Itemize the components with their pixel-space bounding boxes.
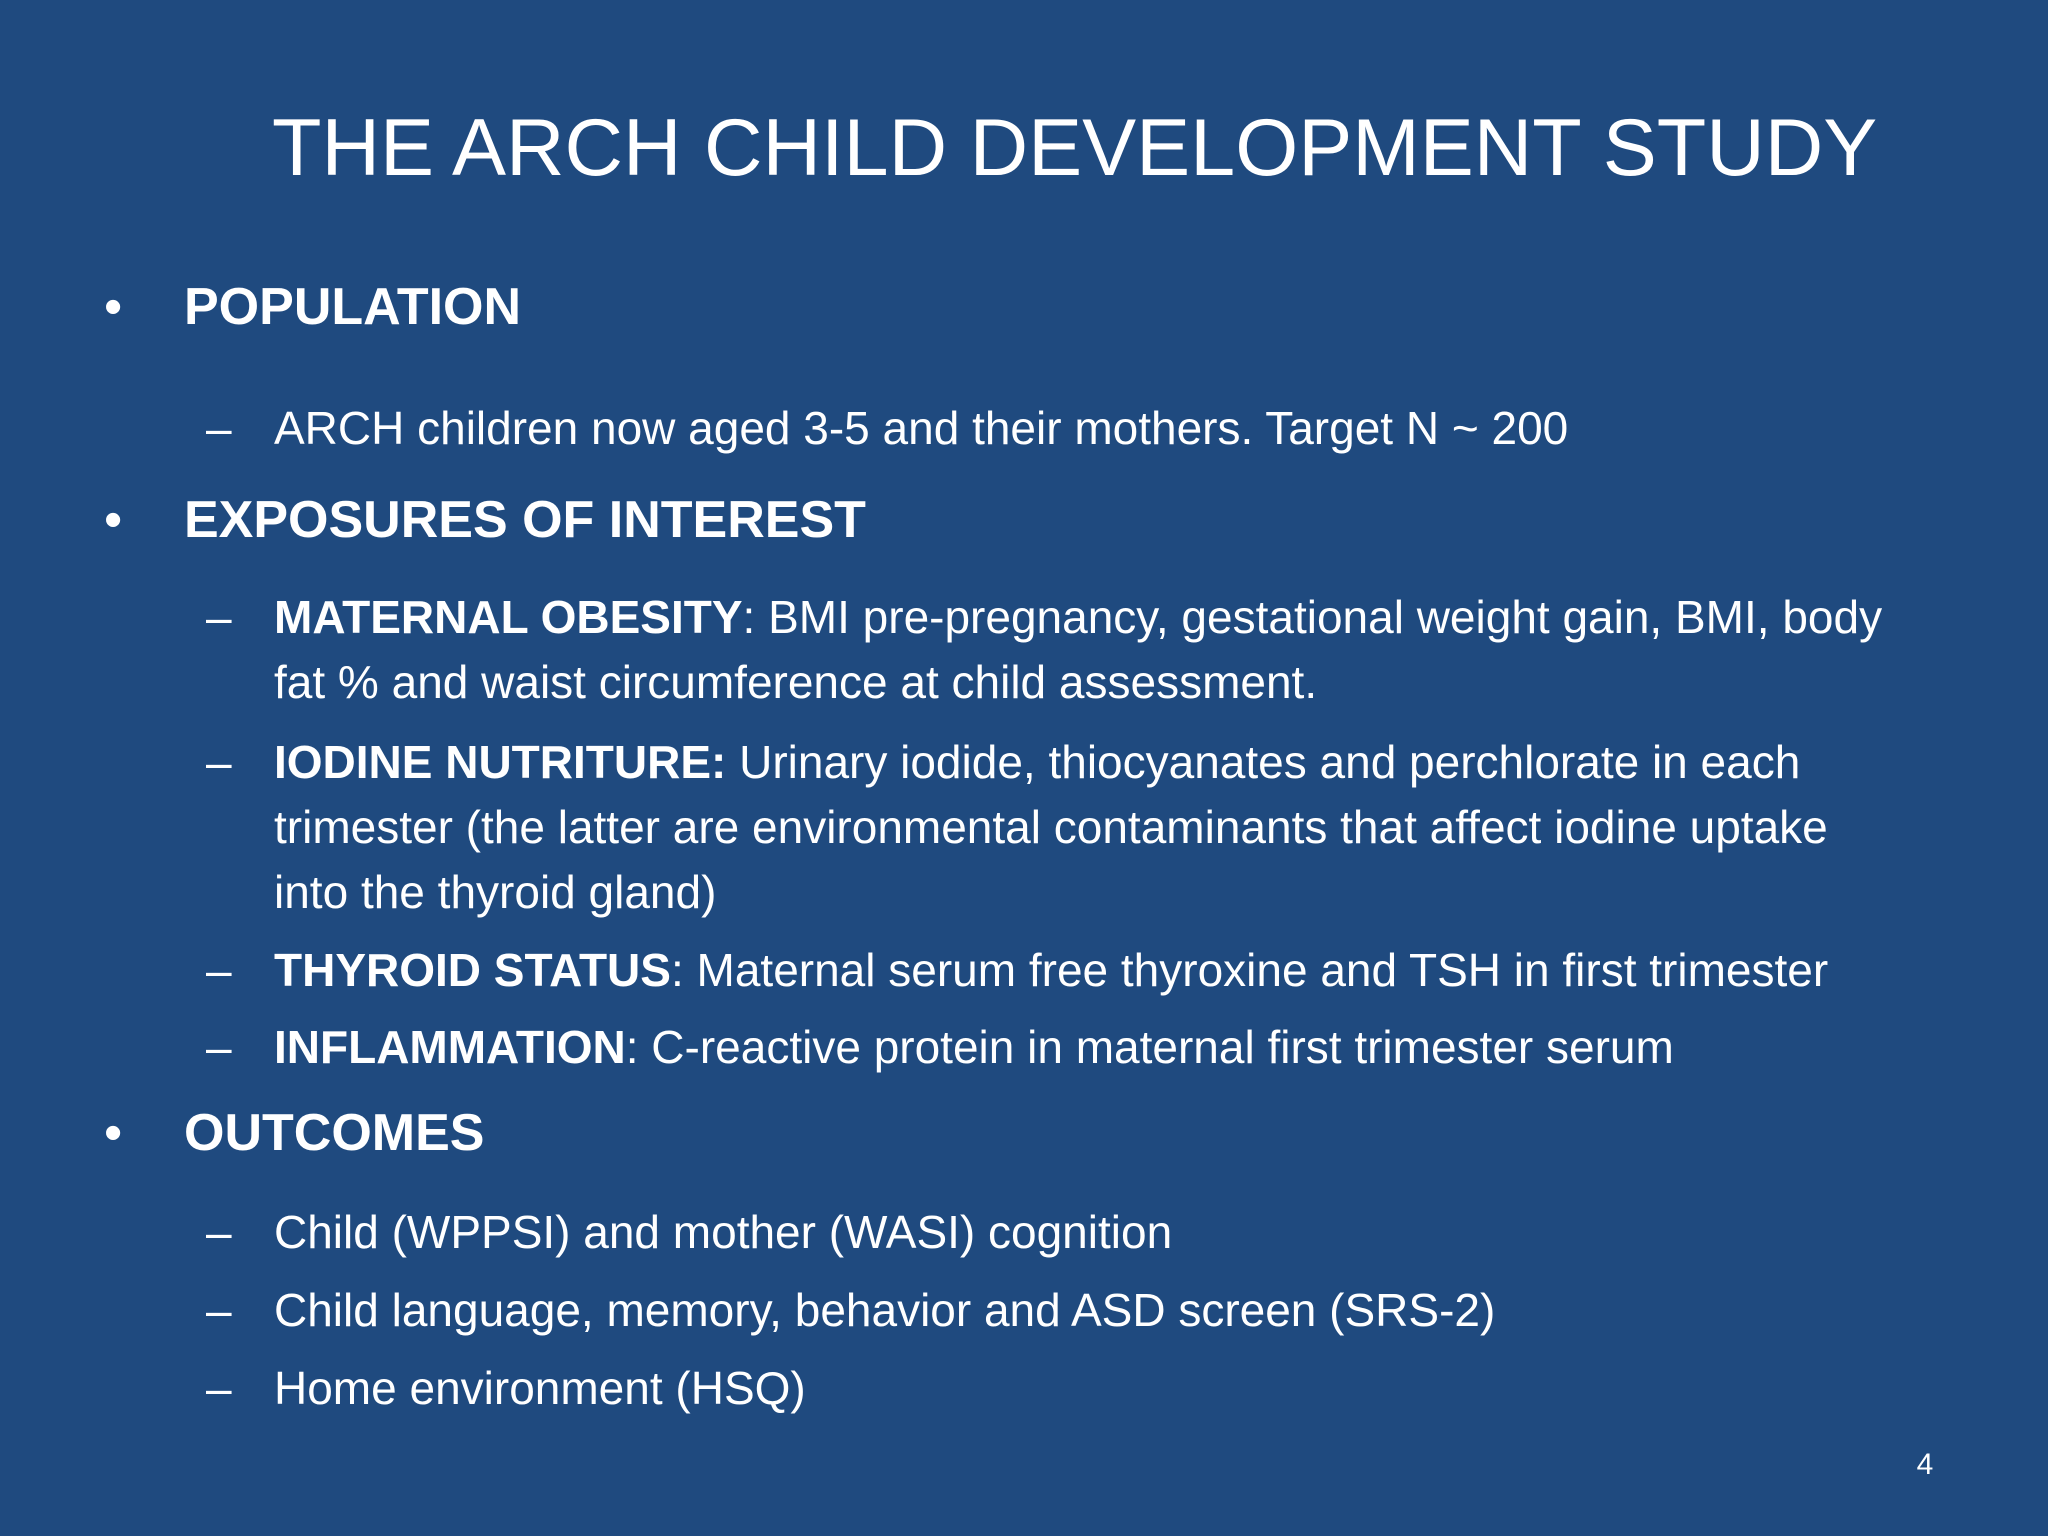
section-heading-outcomes: OUTCOMES: [184, 1104, 485, 1162]
list-item-text: [274, 396, 1914, 461]
bullet-icon: •: [104, 1104, 123, 1162]
item-bold-label: THYROID STATUS: [274, 944, 671, 996]
item-bold-label: IODINE NUTRITURE:: [274, 736, 727, 788]
slide-title: THE ARCH CHILD DEVELOPMENT STUDY: [272, 103, 1878, 193]
item-description: Home environment (HSQ): [274, 1362, 806, 1414]
item-bold-label: MATERNAL OBESITY: [274, 591, 743, 643]
list-item-text: [274, 1200, 1914, 1265]
dash-icon: –: [206, 944, 232, 996]
bullet-icon: •: [104, 491, 123, 549]
dash-icon: –: [206, 1206, 232, 1258]
dash-icon: –: [206, 736, 232, 788]
bullet-icon: •: [104, 278, 123, 336]
item-description: Child language, memory, behavior and ASD screen (SRS-2): [274, 1284, 1496, 1336]
dash-icon: –: [206, 1021, 232, 1073]
dash-icon: –: [206, 591, 232, 643]
list-item-text: [274, 730, 1914, 925]
list-item-text: [274, 1356, 1914, 1421]
list-item-text: [274, 938, 1914, 1003]
dash-icon: –: [206, 1362, 232, 1414]
list-item-text: [274, 1015, 1914, 1080]
list-item-text: [274, 585, 1914, 715]
list-item-text: [274, 1278, 1914, 1343]
section-heading-population: POPULATION: [184, 278, 522, 336]
dash-icon: –: [206, 402, 232, 454]
item-description: : Maternal serum free thyroxine and TSH in first trimester: [670, 944, 1829, 996]
section-heading-exposures: EXPOSURES OF INTEREST: [184, 491, 866, 549]
item-description: : C-reactive protein in maternal first trimester serum: [625, 1021, 1674, 1073]
dash-icon: –: [206, 1284, 232, 1336]
page-number: 4: [1916, 1448, 1934, 1481]
item-bold-label: INFLAMMATION: [274, 1021, 626, 1073]
item-description: Child (WPPSI) and mother (WASI) cognition: [274, 1206, 1173, 1258]
item-description: Urinary iodide, thiocyanates and perchlorate in each trimester (the latter are environmental contaminants that affect iodine uptake into the thyroid gland): [274, 736, 1828, 918]
item-description: : BMI pre-pregnancy, gestational weight gain, BMI, body fat % and waist circumference at child assessment.: [274, 591, 1883, 708]
item-description: ARCH children now aged 3-5 and their mothers. Target N ~ 200: [274, 402, 1569, 454]
